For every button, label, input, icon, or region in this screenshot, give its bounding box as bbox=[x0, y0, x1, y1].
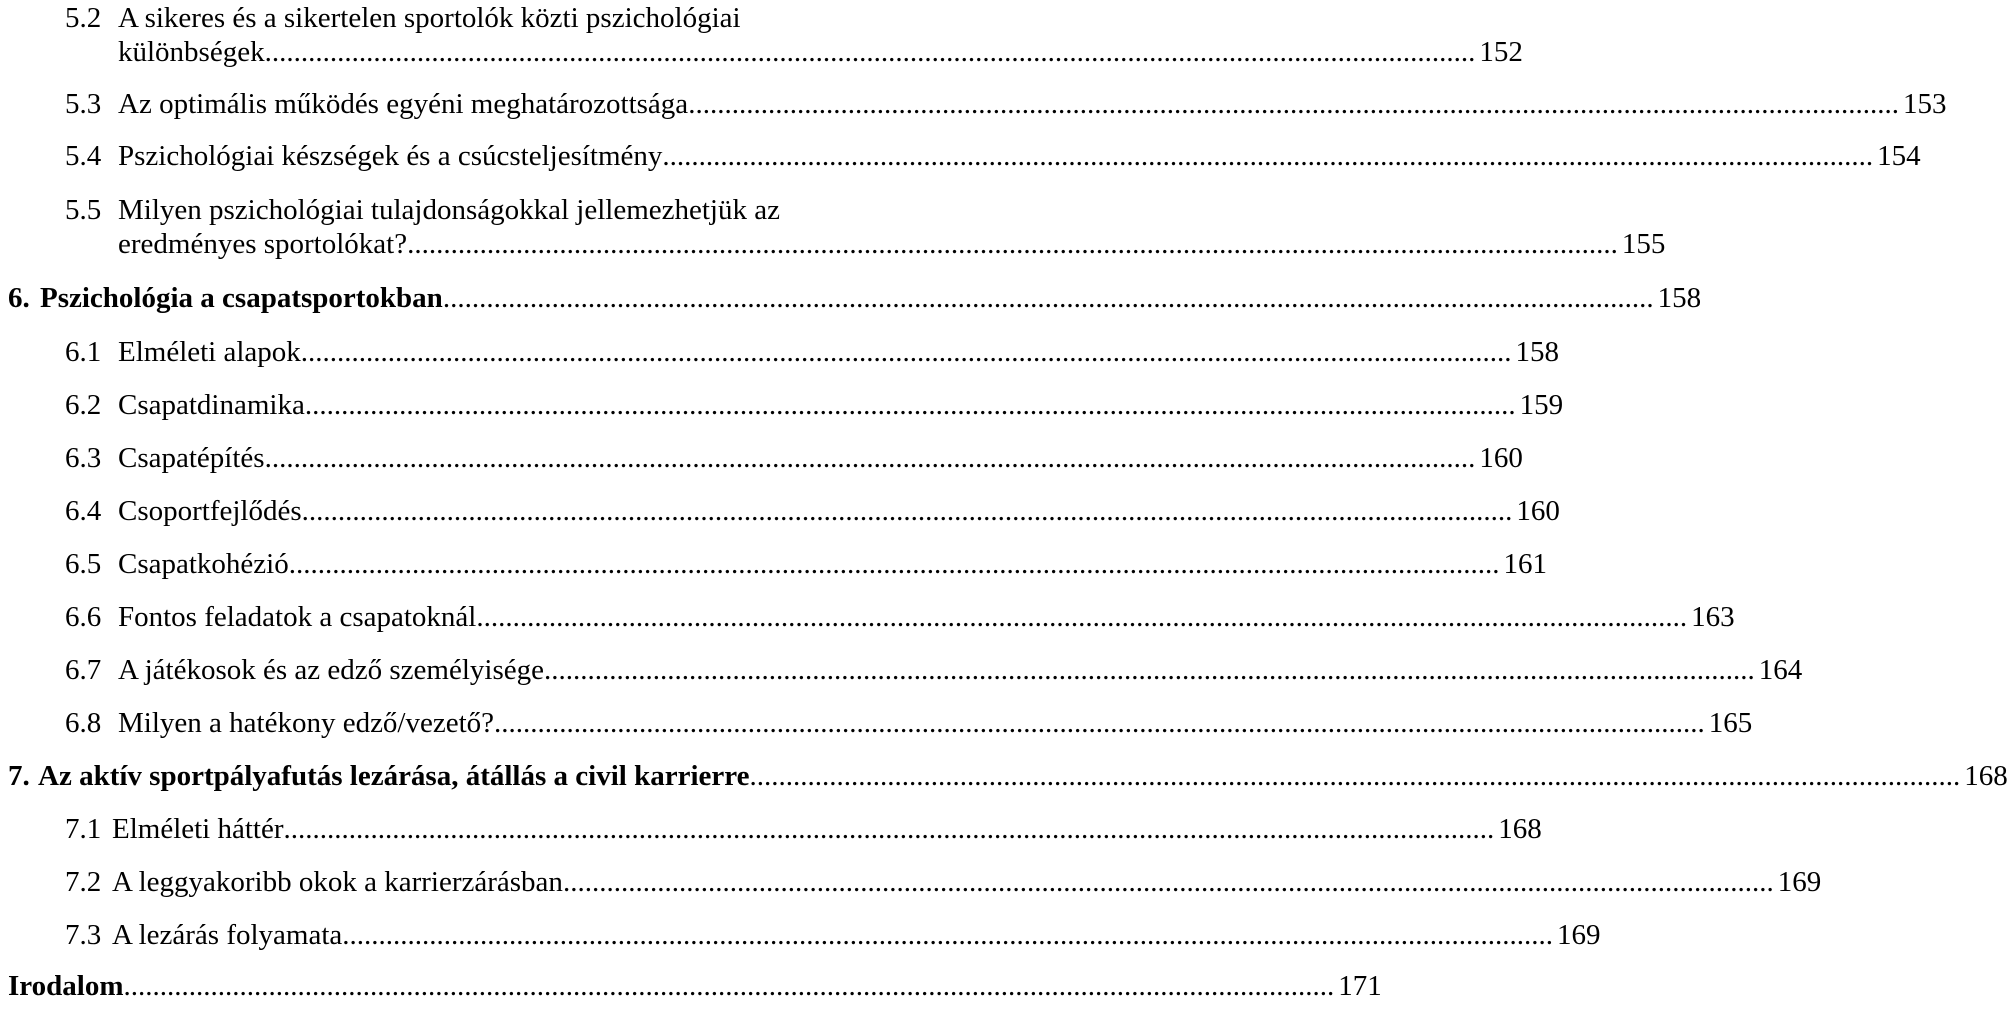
toc-leader-dots: ....................................................................................................................................................................... bbox=[749, 760, 1961, 792]
toc-entry-page: 161 bbox=[1503, 548, 1547, 580]
toc-entry-5-5-cont[interactable] bbox=[0, 218, 1666, 270]
toc-chapter-title: Irodalom bbox=[8, 970, 124, 1002]
toc-entry-title: Fontos feladatok a csapatoknál bbox=[118, 601, 477, 633]
toc-entry-5-4[interactable] bbox=[0, 130, 1921, 182]
toc-entry-page: 169 bbox=[1777, 866, 1822, 898]
toc-entry-page: 168 bbox=[1498, 813, 1542, 845]
toc-entry-page: 165 bbox=[1708, 707, 1753, 739]
toc-entry-5-2-cont[interactable] bbox=[0, 26, 1523, 78]
toc-entry-5-3[interactable] bbox=[0, 78, 1947, 130]
toc-entry-number: 7.2 bbox=[65, 866, 102, 898]
toc-entry-7-2[interactable] bbox=[0, 856, 1822, 908]
toc-entry-number: 5.4 bbox=[65, 140, 102, 172]
toc-entry-page: 155 bbox=[1621, 228, 1666, 260]
toc-entry-number: 6.8 bbox=[65, 707, 102, 739]
toc-entry-number: 6.4 bbox=[65, 495, 102, 527]
toc-entry-title: A lezárás folyamata bbox=[112, 919, 343, 951]
toc-entry-number: 6.2 bbox=[65, 389, 102, 421]
toc-entry-page: 160 bbox=[1516, 495, 1560, 527]
toc-leader-dots: ....................................................................................................................................................................... bbox=[264, 442, 1476, 474]
toc-entry-6-4[interactable] bbox=[0, 485, 1560, 537]
toc-entry-page: 159 bbox=[1519, 389, 1564, 421]
toc-entry-6-7[interactable] bbox=[0, 644, 1803, 696]
toc-entry-page: 158 bbox=[1515, 336, 1560, 368]
toc-leader-dots: ....................................................................................................................................................................... bbox=[304, 389, 1516, 421]
toc-entry-number: 6.1 bbox=[65, 336, 102, 368]
toc-leader-dots: ....................................................................................................................................................................... bbox=[562, 866, 1774, 898]
toc-entry-page: 171 bbox=[1338, 970, 1382, 1002]
toc-entry-6-6[interactable] bbox=[0, 591, 1735, 643]
toc-entry-title-continuation: különbségek bbox=[118, 36, 265, 68]
toc-leader-dots: ....................................................................................................................................................................... bbox=[283, 813, 1495, 845]
toc-entry-number: 6.3 bbox=[65, 442, 102, 474]
toc-entry-page: 158 bbox=[1657, 282, 1702, 314]
toc-entry-number: 5.3 bbox=[65, 88, 102, 120]
toc-entry-number: 5.2 bbox=[65, 2, 102, 34]
toc-leader-dots: ....................................................................................................................................................................... bbox=[300, 336, 1512, 368]
toc-entry-title: Csapatdinamika bbox=[118, 389, 305, 421]
toc-leader-dots: ....................................................................................................................................................................... bbox=[123, 970, 1335, 1002]
toc-leader-dots: ....................................................................................................................................................................... bbox=[688, 88, 1899, 120]
toc-leader-dots: ....................................................................................................................................................................... bbox=[342, 919, 1554, 951]
toc-entry-6-5[interactable] bbox=[0, 538, 1547, 590]
toc-entry-page: 160 bbox=[1479, 442, 1523, 474]
toc-entry-title: Az optimális működés egyéni meghatározottsága bbox=[118, 88, 689, 120]
toc-entry-number: 7.1 bbox=[65, 813, 102, 845]
toc-chapter-6[interactable] bbox=[0, 272, 1702, 324]
toc-entry-title-continuation: eredményes sportolókat? bbox=[118, 228, 408, 260]
toc-chapter-7[interactable] bbox=[0, 750, 2008, 802]
toc-entry-title: Csapatépítés bbox=[118, 442, 265, 474]
toc-entry-title: Csapatkohézió bbox=[118, 548, 289, 580]
toc-entry-page: 154 bbox=[1877, 140, 1921, 172]
toc-entry-title: A leggyakoribb okok a karrierzárásban bbox=[112, 866, 563, 898]
toc-entry-title: Csoportfejlődés bbox=[118, 495, 302, 527]
toc-entry-number: 5.5 bbox=[65, 194, 102, 226]
toc-leader-dots: ....................................................................................................................................................................... bbox=[288, 548, 1500, 580]
toc-chapter-title: Pszichológia a csapatsportokban bbox=[40, 282, 443, 314]
toc-leader-dots: ....................................................................................................................................................................... bbox=[543, 654, 1755, 686]
toc-leader-dots: ....................................................................................................................................................................... bbox=[494, 707, 1705, 739]
toc-entry-title: Milyen pszichológiai tulajdonságokkal jellemezhetjük az bbox=[118, 194, 780, 226]
toc-entry-page: 164 bbox=[1758, 654, 1803, 686]
toc-chapter-title: Az aktív sportpályafutás lezárása, átállás a civil karrierre bbox=[38, 760, 750, 792]
toc-leader-dots: ....................................................................................................................................................................... bbox=[442, 282, 1654, 314]
toc-entry-title: Elméleti alapok bbox=[118, 336, 301, 368]
toc-entry-page: 163 bbox=[1691, 601, 1735, 633]
toc-entry-number: 6.6 bbox=[65, 601, 102, 633]
toc-leader-dots: ....................................................................................................................................................................... bbox=[476, 601, 1688, 633]
toc-entry-page: 152 bbox=[1479, 36, 1523, 68]
toc-leader-dots: ....................................................................................................................................................................... bbox=[264, 36, 1476, 68]
toc-entry-number: 7.3 bbox=[65, 919, 102, 951]
toc-entry-page: 153 bbox=[1902, 88, 1947, 120]
toc-entry-number: 6.5 bbox=[65, 548, 102, 580]
toc-entry-title: Pszichológiai készségek és a csúcsteljesítmény bbox=[118, 140, 663, 172]
toc-entry-page: 169 bbox=[1557, 919, 1601, 951]
toc-entry-title: A sikeres és a sikertelen sportolók közti pszichológiai bbox=[118, 2, 741, 34]
toc-entry-title: Milyen a hatékony edző/vezető? bbox=[118, 707, 495, 739]
toc-entry-title: Elméleti háttér bbox=[112, 813, 284, 845]
toc-chapter-number: 7. bbox=[8, 760, 30, 792]
toc-entry-7-1[interactable] bbox=[0, 803, 1542, 855]
toc-leader-dots: ....................................................................................................................................................................... bbox=[301, 495, 1513, 527]
toc-entry-6-1[interactable] bbox=[0, 326, 1560, 378]
toc-chapter-irodalom[interactable] bbox=[0, 960, 1382, 1012]
toc-entry-number: 6.7 bbox=[65, 654, 102, 686]
toc-entry-6-2[interactable] bbox=[0, 379, 1564, 431]
toc-entry-6-3[interactable] bbox=[0, 432, 1523, 484]
toc-leader-dots: ....................................................................................................................................................................... bbox=[662, 140, 1874, 172]
toc-entry-7-3[interactable] bbox=[0, 909, 1601, 961]
toc-chapter-number: 6. bbox=[8, 282, 30, 314]
toc-entry-title: A játékosok és az edző személyisége bbox=[118, 654, 544, 686]
toc-leader-dots: ....................................................................................................................................................................... bbox=[407, 228, 1618, 260]
toc-entry-page: 168 bbox=[1964, 760, 2008, 792]
toc-entry-6-8[interactable] bbox=[0, 697, 1753, 749]
